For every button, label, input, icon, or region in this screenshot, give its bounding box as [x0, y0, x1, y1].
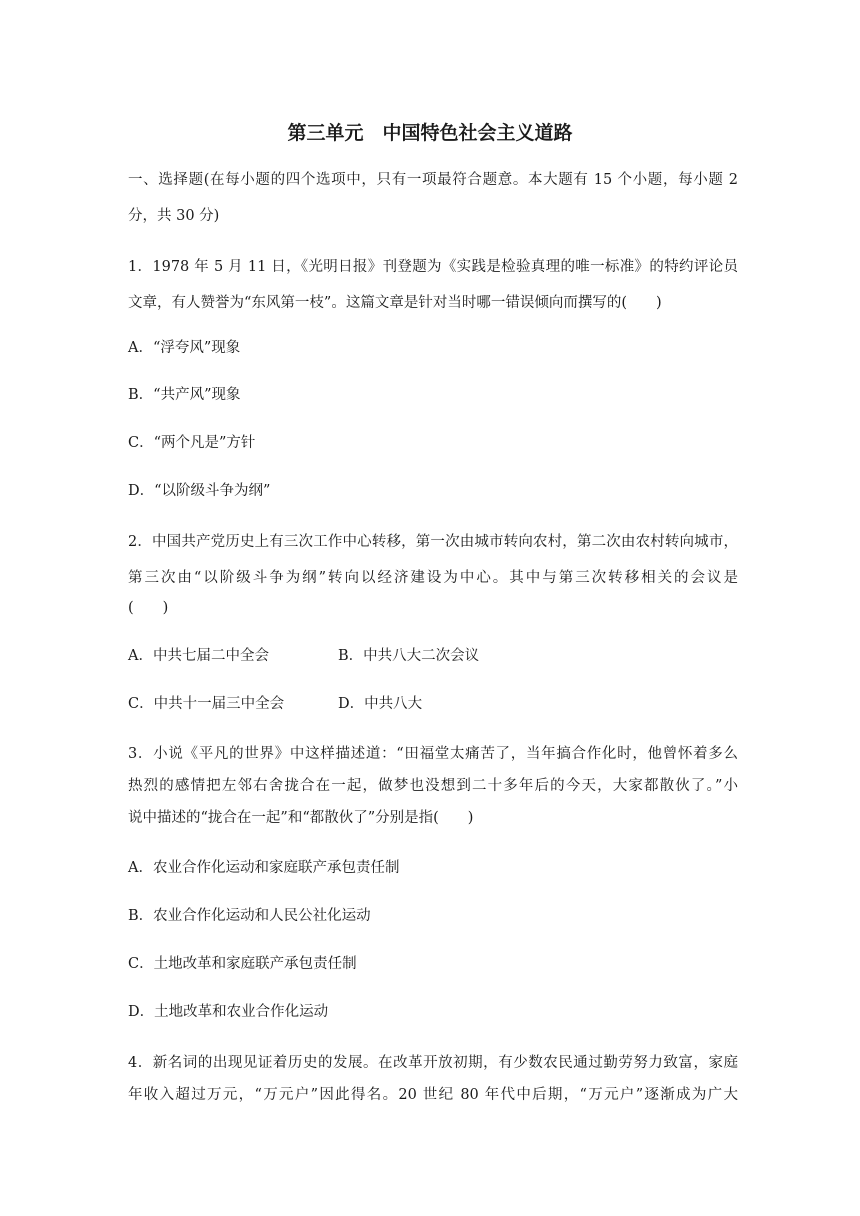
question-3-option-b: B．农业合作化运动和人民公社化运动	[128, 908, 371, 924]
question-3-line-1: 3．小说《平凡的世界》中这样描述道：“田福堂太痛苦了，当年搞合作化时，他曾怀着多么	[128, 746, 738, 762]
section-instructions-line-2: 分，共 30 分)	[128, 208, 220, 224]
question-2-line-3: ( )	[128, 600, 169, 616]
question-2-option-c: C．中共十一届三中全会	[128, 696, 285, 712]
question-3-option-d: D．土地改革和农业合作化运动	[128, 1004, 329, 1020]
section-instructions-line-1: 一、选择题(在每小题的四个选项中，只有一项最符合题意。本大题有 15 个小题，每小题 2	[128, 172, 738, 188]
question-1-option-d: D．“以阶级斗争为纲”	[128, 483, 271, 499]
question-3-line-2: 热烈的感情把左邻右舍拢合在一起，做梦也没想到二十多年后的今天，大家都散伙了。”小	[128, 778, 738, 794]
question-1-option-c: C．“两个凡是”方针	[128, 435, 256, 451]
question-2-line-2: 第三次由“以阶级斗争为纲”转向以经济建设为中心。其中与第三次转移相关的会议是	[128, 570, 738, 586]
question-1-option-b: B．“共产风”现象	[128, 387, 241, 403]
question-3-line-3: 说中描述的“拢合在一起”和“都散伙了”分别是指( )	[128, 810, 474, 826]
question-2-option-d: D．中共八大	[338, 696, 423, 712]
question-3-option-c: C．土地改革和家庭联产承包责任制	[128, 956, 357, 972]
question-4-line-1: 4．新名词的出现见证着历史的发展。在改革开放初期，有少数农民通过勤劳努力致富，家庭	[128, 1055, 738, 1071]
question-3-option-a: A．农业合作化运动和家庭联产承包责任制	[128, 860, 400, 876]
question-1-line-2: 文章，有人赞誉为“东风第一枝”。这篇文章是针对当时哪一错误倾向而撰写的( )	[128, 295, 662, 311]
page-title: 第三单元 中国特色社会主义道路	[287, 122, 573, 144]
question-1-line-1: 1．1978 年 5 月 11 日，《光明日报》刊登题为《实践是检验真理的唯一标准》的特约评论员	[128, 259, 738, 275]
question-2-option-b: B．中共八大二次会议	[338, 648, 480, 664]
question-2-line-1: 2．中国共产党历史上有三次工作中心转移，第一次由城市转向农村，第二次由农村转向城市，	[128, 534, 738, 550]
question-1-option-a: A．“浮夸风”现象	[128, 340, 241, 356]
question-2-option-a: A．中共七届二中全会	[128, 648, 269, 664]
question-4-line-2: 年收入超过万元，“万元户”因此得名。20 世纪 80 年代中后期，“万元户”逐渐成为广大	[128, 1087, 738, 1103]
